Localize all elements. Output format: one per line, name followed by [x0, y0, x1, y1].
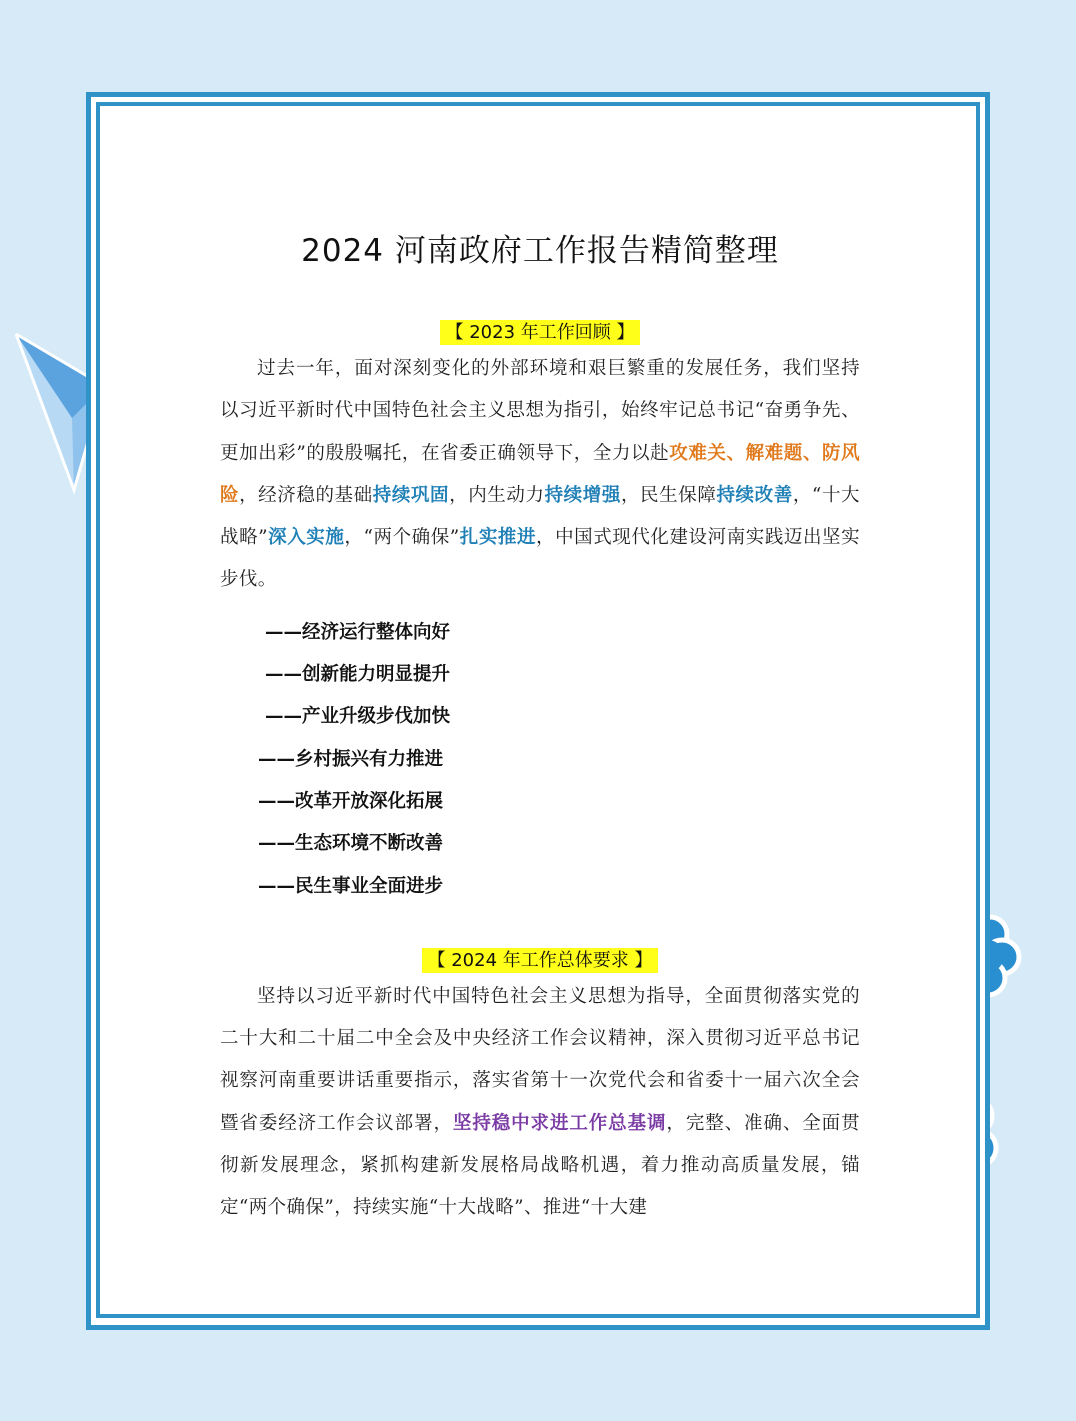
section-heading-label: 【 2023 年工作回顾 】: [440, 320, 641, 345]
text-run: ，“两个确保”: [344, 527, 460, 549]
section2-paragraph: [220, 976, 860, 1230]
text-run: 坚持以习近平新时代中国特色社会主义思想为指导，全面贯彻落实党的二十大和二十届二中全会及中央经济工作会议精神，深入贯彻习近平总书记视察河南重要讲话重要指示，落实省第十一次党代会和省委十一届六次全会暨省委经济工作会议部署，: [220, 985, 860, 1134]
achievement-list: [220, 612, 860, 908]
list-item: ——生态环境不断改善: [258, 833, 444, 855]
list-item: ——创新能力明显提升: [265, 664, 451, 686]
document-content: [220, 226, 860, 1230]
highlight-blue: 持续增强: [544, 484, 621, 506]
highlight-orange: 攻难关、解难题、防风险: [220, 442, 860, 506]
section-heading-label: 【 2024 年工作总体要求 】: [422, 948, 659, 973]
section1-paragraph: [220, 348, 860, 602]
text-run: ，内生动力: [449, 484, 545, 506]
highlight-blue: 扎实推进: [459, 527, 537, 549]
text-run: ，“十大战略”: [220, 484, 860, 549]
section-heading-2024-requirements: [220, 946, 860, 976]
page-title: 2024 河南政府工作报告精简整理: [301, 233, 779, 269]
section-heading-2023-review: [220, 318, 860, 348]
text-run: 过去一年，面对深刻变化的外部环境和艰巨繁重的发展任务，我们坚持以习近平新时代中国特色社会主义思想为指引，始终牢记总书记“奋勇争先、更加出彩”的殷殷嘱托，在省委正确领导下，全力以赴: [220, 358, 860, 464]
list-item: ——经济运行整体向好: [265, 621, 451, 643]
list-item: ——乡村振兴有力推进: [258, 748, 444, 770]
text-run: ，中国式现代化建设河南实践迈出坚实步伐。: [220, 527, 860, 591]
text-run: ，经济稳的基础: [239, 484, 373, 506]
text-run: ，完整、准确、全面贯彻新发展理念，紧抓构建新发展格局战略机遇，着力推动高质量发展，锚定“两个确保”，持续实施“十大战略”、推进“十大建: [220, 1112, 860, 1219]
list-item: ——产业升级步伐加快: [265, 706, 451, 728]
list-item: ——改革开放深化拓展: [258, 790, 444, 812]
highlight-blue: 持续巩固: [372, 484, 450, 506]
highlight-purple: 坚持稳中求进工作总基调: [452, 1112, 667, 1134]
list-item: ——民生事业全面进步: [258, 875, 444, 897]
text-run: ，民生保障: [620, 484, 717, 506]
highlight-blue: 持续改善: [716, 484, 793, 506]
highlight-blue: 深入实施: [268, 527, 345, 549]
